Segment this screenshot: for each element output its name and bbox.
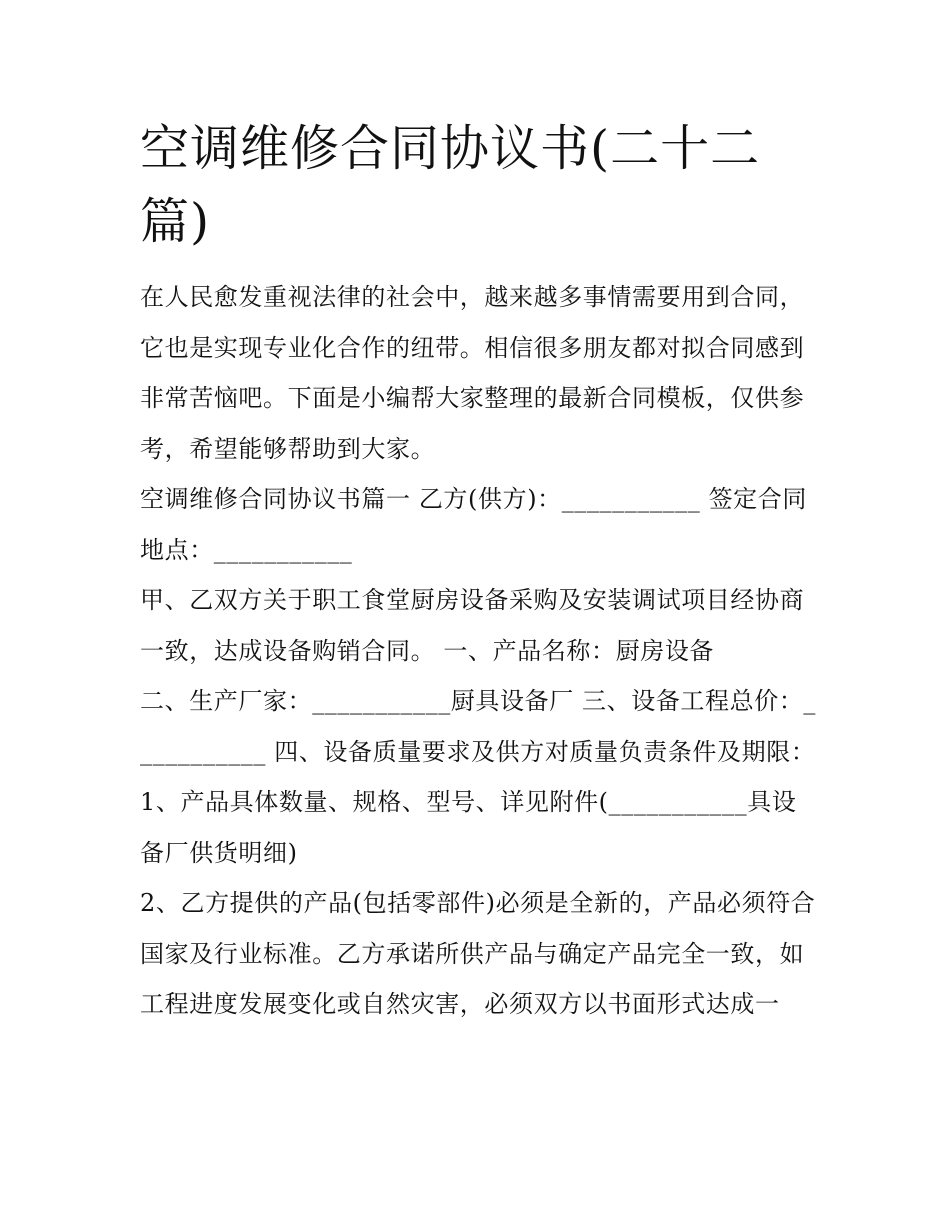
paragraph-contract-parties: 空调维修合同协议书篇一 乙方(供方)：___________ 签定合同地点：___________ [140, 485, 807, 564]
paragraph-item-2: 2、乙方提供的产品(包括零部件)必须是全新的，产品必须符合国家及行业标准。乙方承诺所供产品与确定产品完全一致，如工程进度发展变化或自然灾害，必须双方以书面形式达成一 [140, 889, 816, 1018]
document-body [140, 272, 820, 1030]
paragraph-manufacturer-price: 二、生产厂家：___________厨具设备厂 三、设备工程总价：___________ 四、设备质量要求及供方对质量负责条件及期限： [140, 687, 817, 766]
document-title: 空调维修合同协议书(二十二篇) [140, 120, 761, 250]
paragraph-item-1: 1、产品具体数量、规格、型号、详见附件(___________具设备厂供货明细) [140, 788, 797, 867]
paragraph-agreement: 甲、乙双方关于职工食堂厨房设备采购及安装调试项目经协商一致，达成设备购销合同。 一、产品名称：厨房设备 [140, 586, 805, 665]
paragraph-intro: 在人民愈发重视法律的社会中，越来越多事情需要用到合同，它也是实现专业化合作的纽带。相信很多朋友都对拟合同感到非常苦恼吧。下面是小编帮大家整理的最新合同模板，仅供参考，希望能够帮助到大家。 [140, 283, 805, 463]
